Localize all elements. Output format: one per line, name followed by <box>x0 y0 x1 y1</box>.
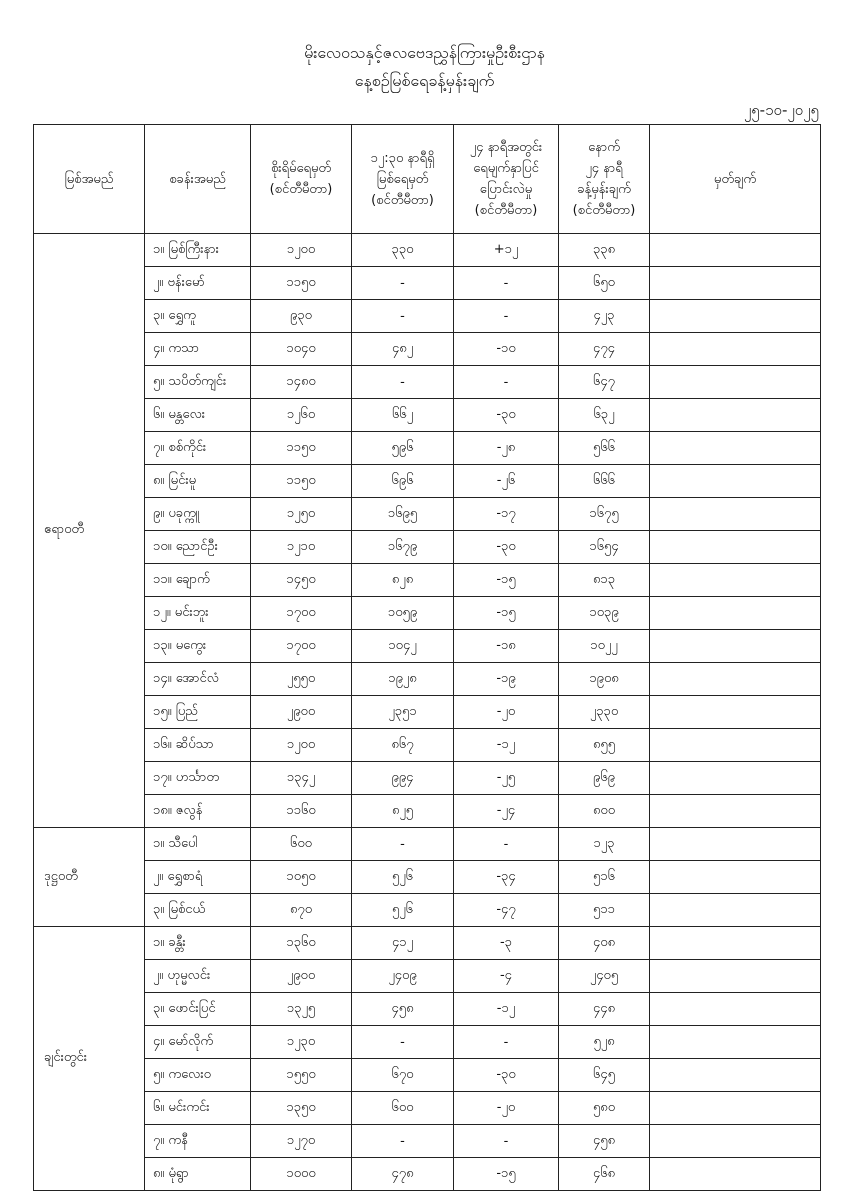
cell-station: ၂။ ဟုမ္မလင်း <box>145 960 251 993</box>
cell-station: ၃။ ရွှေကူ <box>145 300 251 333</box>
cell-remarks <box>650 894 821 927</box>
cell-forecast: ၈၅၅ <box>559 729 650 762</box>
cell-forecast: ၆၄၅ <box>559 1059 650 1092</box>
cell-station: ၁၂။ မင်းဘူး <box>145 597 251 630</box>
cell-change: -၁၅ <box>454 1158 559 1191</box>
cell-level: ၉၉၄ <box>352 762 454 795</box>
cell-change: -၃ <box>454 927 559 960</box>
cell-remarks <box>650 333 821 366</box>
cell-station: ၂။ ဗန်းမော် <box>145 267 251 300</box>
cell-danger: ၁၂၅၀ <box>251 498 352 531</box>
cell-station: ၁။ သီပေါ <box>145 828 251 861</box>
cell-station: ၁၇။ ဟင်္သာတ <box>145 762 251 795</box>
cell-forecast: ၁၀၂၂ <box>559 630 650 663</box>
cell-danger: ၁၁၅၀ <box>251 432 352 465</box>
cell-remarks <box>650 1026 821 1059</box>
cell-change: -၂၈ <box>454 432 559 465</box>
cell-remarks <box>650 795 821 828</box>
table-row <box>34 432 821 465</box>
cell-station: ၇။ ကနီ <box>145 1125 251 1158</box>
cell-danger: ၁၂၀၀ <box>251 729 352 762</box>
cell-level: ၆၀၀ <box>352 1092 454 1125</box>
cell-remarks <box>650 1092 821 1125</box>
cell-change: -၂၀ <box>454 696 559 729</box>
cell-danger: ၁၁၅၀ <box>251 267 352 300</box>
col-river-name: မြစ်အမည် <box>34 125 145 234</box>
report-date: ၂၅-၁၀-၂၀၂၅ <box>743 101 819 119</box>
cell-level: ၈၂၅ <box>352 795 454 828</box>
cell-level: ၂၃၅၁ <box>352 696 454 729</box>
cell-station: ၃။ မြစ်ငယ် <box>145 894 251 927</box>
table-row <box>34 663 821 696</box>
table-row <box>34 993 821 1026</box>
cell-danger: ၁၁၆၀ <box>251 795 352 828</box>
col-forecast: နောက် ၂၄ နာရီ ခန့်မှန်းချက် (စင်တီမီတာ) <box>559 125 650 234</box>
cell-station: ၁။ ခန္တီး <box>145 927 251 960</box>
cell-station: ၁၄။ အောင်လံ <box>145 663 251 696</box>
cell-remarks <box>650 696 821 729</box>
table-row <box>34 1059 821 1092</box>
cell-level: ၁၀၄၂ <box>352 630 454 663</box>
cell-remarks <box>650 432 821 465</box>
cell-station: ၁၅။ ပြည် <box>145 696 251 729</box>
cell-change: -၃၀ <box>454 399 559 432</box>
table-row <box>34 960 821 993</box>
table-row <box>34 531 821 564</box>
cell-change: -၁၂ <box>454 993 559 1026</box>
cell-forecast: ၄၆၈ <box>559 1158 650 1191</box>
document-title: မိုးလေဝသနှင့်ဇလဗေဒညွှန်ကြားမှုဦးစီးဌာန <box>304 43 545 62</box>
cell-level: ၄၁၂ <box>352 927 454 960</box>
cell-remarks <box>650 366 821 399</box>
table-row <box>34 234 821 267</box>
cell-danger: ၂၉၀၀ <box>251 696 352 729</box>
river-forecast-table <box>33 124 821 1191</box>
table-row <box>34 564 821 597</box>
cell-station: ၁၁။ ချောက် <box>145 564 251 597</box>
cell-station: ၄။ ကသာ <box>145 333 251 366</box>
cell-forecast: ၄၅၈ <box>559 1125 650 1158</box>
cell-station: ၁၆။ ဆိပ်သာ <box>145 729 251 762</box>
cell-forecast: ၅၁၆ <box>559 861 650 894</box>
river-name: ဧရာဝတီ <box>34 234 145 828</box>
cell-forecast: ၉၆၉ <box>559 762 650 795</box>
table-row <box>34 1125 821 1158</box>
cell-change: -၁၂ <box>454 729 559 762</box>
cell-change: - <box>454 1125 559 1158</box>
cell-danger: ၁၇၀၀ <box>251 630 352 663</box>
cell-change: - <box>454 300 559 333</box>
col-danger-level: စိုးရိမ်ရေမှတ် (စင်တီမီတာ) <box>251 125 352 234</box>
cell-remarks <box>650 960 821 993</box>
cell-change: - <box>454 267 559 300</box>
header-row <box>34 125 821 234</box>
cell-station: ၂။ ရွှေစာရံ <box>145 861 251 894</box>
cell-danger: ၁၂၃၀ <box>251 1026 352 1059</box>
cell-forecast: ၁၂၃ <box>559 828 650 861</box>
cell-level: ၆၆၂ <box>352 399 454 432</box>
cell-danger: ၂၉၀၀ <box>251 960 352 993</box>
cell-level: - <box>352 1026 454 1059</box>
cell-change: -၁၅ <box>454 564 559 597</box>
table-row <box>34 729 821 762</box>
table-row <box>34 630 821 663</box>
table-row <box>34 366 821 399</box>
cell-change: - <box>454 1026 559 1059</box>
cell-forecast: ၆၅၀ <box>559 267 650 300</box>
cell-change: -၄ <box>454 960 559 993</box>
cell-remarks <box>650 465 821 498</box>
table-row <box>34 300 821 333</box>
cell-remarks <box>650 399 821 432</box>
cell-level: ၅၉၆ <box>352 432 454 465</box>
cell-forecast: ၂၄၀၅ <box>559 960 650 993</box>
cell-danger: ၁၂၁၀ <box>251 531 352 564</box>
document-subtitle: နေ့စဉ်မြစ်ရေခန့်မှန်းချက် <box>354 71 495 90</box>
cell-change: -၃၀ <box>454 1059 559 1092</box>
cell-level: ၃၃၀ <box>352 234 454 267</box>
cell-level: - <box>352 828 454 861</box>
cell-danger: ၈၇၀ <box>251 894 352 927</box>
cell-remarks <box>650 630 821 663</box>
cell-level: - <box>352 366 454 399</box>
cell-remarks <box>650 498 821 531</box>
cell-remarks <box>650 861 821 894</box>
table-row <box>34 333 821 366</box>
cell-station: ၆။ မင်းကင်း <box>145 1092 251 1125</box>
cell-danger: ၁၃၅၀ <box>251 1092 352 1125</box>
cell-change: - <box>454 366 559 399</box>
table-row <box>34 498 821 531</box>
river-name: ချင်းတွင်း <box>34 927 145 1191</box>
table-row <box>34 465 821 498</box>
table-row <box>34 1026 821 1059</box>
cell-danger: ၁၄၈၀ <box>251 366 352 399</box>
table-row <box>34 762 821 795</box>
cell-change: -၁၉ <box>454 663 559 696</box>
cell-forecast: ၁၉၀၈ <box>559 663 650 696</box>
cell-station: ၁၈။ ဇလွန် <box>145 795 251 828</box>
cell-danger: ၉၃၀ <box>251 300 352 333</box>
col-remarks: မှတ်ချက် <box>650 125 821 234</box>
cell-danger: ၁၇၀၀ <box>251 597 352 630</box>
cell-forecast: ၅၁၁ <box>559 894 650 927</box>
cell-forecast: ၄၂၃ <box>559 300 650 333</box>
cell-change: -၂၀ <box>454 1092 559 1125</box>
cell-remarks <box>650 828 821 861</box>
cell-station: ၅။ ကလေးဝ <box>145 1059 251 1092</box>
table-row <box>34 861 821 894</box>
cell-forecast: ၁၀၃၉ <box>559 597 650 630</box>
table-row <box>34 696 821 729</box>
cell-forecast: ၄၇၄ <box>559 333 650 366</box>
cell-remarks <box>650 234 821 267</box>
cell-change: -၂၄ <box>454 795 559 828</box>
col-station-name: စခန်းအမည် <box>145 125 251 234</box>
cell-station: ၁။ မြစ်ကြီးနား <box>145 234 251 267</box>
cell-level: - <box>352 267 454 300</box>
cell-forecast: ၃၃၈ <box>559 234 650 267</box>
cell-danger: ၁၂၆၀ <box>251 399 352 432</box>
cell-level: ၄၈၂ <box>352 333 454 366</box>
cell-forecast: ၁၆၅၄ <box>559 531 650 564</box>
cell-level: ၁၆၉၅ <box>352 498 454 531</box>
cell-level: ၁၆၇၉ <box>352 531 454 564</box>
cell-level: ၅၂၆ <box>352 894 454 927</box>
cell-station: ၈။ မြင်းမူ <box>145 465 251 498</box>
cell-level: - <box>352 300 454 333</box>
cell-remarks <box>650 1158 821 1191</box>
cell-danger: ၁၀၀၀ <box>251 1158 352 1191</box>
cell-station: ၅။ သပိတ်ကျင်း <box>145 366 251 399</box>
cell-remarks <box>650 1059 821 1092</box>
cell-station: ၁၀။ ညောင်ဦး <box>145 531 251 564</box>
cell-danger: ၁၅၅၀ <box>251 1059 352 1092</box>
cell-level: ၄၅၈ <box>352 993 454 1026</box>
cell-danger: ၁၁၅၀ <box>251 465 352 498</box>
cell-remarks <box>650 300 821 333</box>
cell-remarks <box>650 762 821 795</box>
cell-station: ၉။ ပခုက္ကူ <box>145 498 251 531</box>
cell-station: ၇။ စစ်ကိုင်း <box>145 432 251 465</box>
cell-station: ၈။ မုံရွာ <box>145 1158 251 1191</box>
cell-level: - <box>352 1125 454 1158</box>
cell-level: ၁၀၅၉ <box>352 597 454 630</box>
cell-station: ၃။ ဖောင်းပြင် <box>145 993 251 1026</box>
cell-danger: ၂၅၅၀ <box>251 663 352 696</box>
cell-remarks <box>650 564 821 597</box>
col-change: ၂၄ နာရီအတွင်း ရေမျက်နှာပြင် ပြောင်းလဲမှု (စင်တီမီတာ) <box>454 125 559 234</box>
table-row <box>34 795 821 828</box>
table-row <box>34 1092 821 1125</box>
cell-forecast: ၅၈၀ <box>559 1092 650 1125</box>
cell-remarks <box>650 927 821 960</box>
cell-danger: ၆၀၀ <box>251 828 352 861</box>
cell-change: -၁၈ <box>454 630 559 663</box>
river-name: ဒုဋ္ဌဝတီ <box>34 828 145 927</box>
table-row <box>34 399 821 432</box>
cell-forecast: ၅၂၈ <box>559 1026 650 1059</box>
cell-level: ၆၉၆ <box>352 465 454 498</box>
table-row <box>34 1158 821 1191</box>
cell-change: -၂၅ <box>454 762 559 795</box>
cell-level: ၆၇၀ <box>352 1059 454 1092</box>
table-body <box>34 234 821 1191</box>
cell-danger: ၁၃၆၀ <box>251 927 352 960</box>
cell-level: ၄၇၈ <box>352 1158 454 1191</box>
cell-station: ၄။ မော်လိုက် <box>145 1026 251 1059</box>
table-row <box>34 828 821 861</box>
cell-change: +၁၂ <box>454 234 559 267</box>
cell-station: ၆။ မန္တလေး <box>145 399 251 432</box>
cell-danger: ၁၀၄၀ <box>251 333 352 366</box>
cell-forecast: ၂၃၃၀ <box>559 696 650 729</box>
cell-danger: ၁၃၄၂ <box>251 762 352 795</box>
cell-change: -၃၀ <box>454 531 559 564</box>
col-water-level: ၁၂:၃၀ နာရီရှိ မြစ်ရေမှတ် (စင်တီမီတာ) <box>352 125 454 234</box>
cell-danger: ၁၃၂၅ <box>251 993 352 1026</box>
cell-forecast: ၆၄၇ <box>559 366 650 399</box>
cell-remarks <box>650 267 821 300</box>
cell-danger: ၁၀၅၀ <box>251 861 352 894</box>
table-row <box>34 597 821 630</box>
cell-station: ၁၃။ မကွေး <box>145 630 251 663</box>
cell-level: ၁၉၂၈ <box>352 663 454 696</box>
cell-change: -၁၇ <box>454 498 559 531</box>
cell-forecast: ၁၆၇၅ <box>559 498 650 531</box>
cell-remarks <box>650 597 821 630</box>
cell-level: ၂၄၀၉ <box>352 960 454 993</box>
cell-forecast: ၆၃၂ <box>559 399 650 432</box>
cell-remarks <box>650 993 821 1026</box>
cell-change: -၄၇ <box>454 894 559 927</box>
cell-change: -၂၆ <box>454 465 559 498</box>
cell-change: -၃၄ <box>454 861 559 894</box>
cell-forecast: ၄၄၈ <box>559 993 650 1026</box>
cell-remarks <box>650 1125 821 1158</box>
cell-danger: ၁၂၇၀ <box>251 1125 352 1158</box>
table-row <box>34 267 821 300</box>
cell-danger: ၁၂၀၀ <box>251 234 352 267</box>
cell-change: - <box>454 828 559 861</box>
cell-forecast: ၈၁၃ <box>559 564 650 597</box>
cell-change: -၁၀ <box>454 333 559 366</box>
cell-remarks <box>650 663 821 696</box>
cell-level: ၈၂၈ <box>352 564 454 597</box>
cell-forecast: ၈၀၀ <box>559 795 650 828</box>
table-row <box>34 927 821 960</box>
cell-forecast: ၆၆၆ <box>559 465 650 498</box>
cell-remarks <box>650 729 821 762</box>
cell-remarks <box>650 531 821 564</box>
cell-level: ၈၆၇ <box>352 729 454 762</box>
cell-forecast: ၄၀၈ <box>559 927 650 960</box>
cell-forecast: ၅၆၆ <box>559 432 650 465</box>
cell-level: ၅၂၆ <box>352 861 454 894</box>
table-row <box>34 894 821 927</box>
cell-change: -၁၅ <box>454 597 559 630</box>
cell-danger: ၁၄၅၀ <box>251 564 352 597</box>
